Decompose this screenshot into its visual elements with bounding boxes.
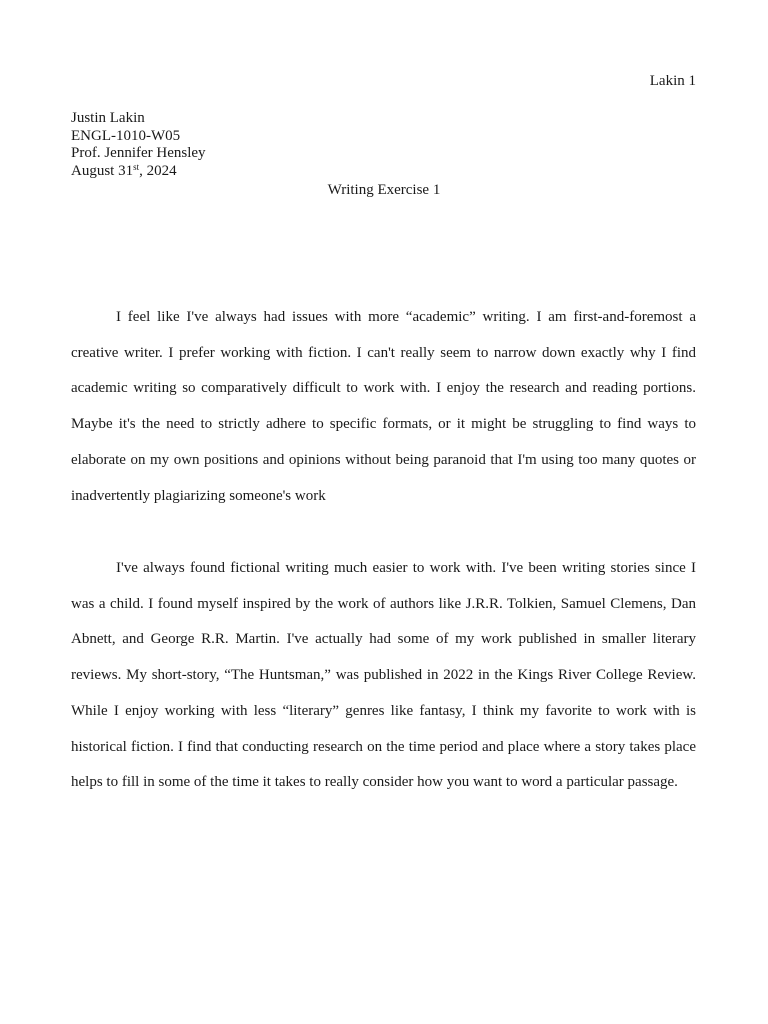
course-code: ENGL-1010-W05 xyxy=(71,127,181,144)
page-header-label: Lakin 1 xyxy=(649,73,696,89)
assignment-date xyxy=(71,163,206,181)
date-year: , 2024 xyxy=(139,162,177,179)
body-paragraph-1: I feel like I've always had issues with more “academic” writing. I am first-and-foremost a creative writer. I prefer working with fiction. I can't really seem to narrow down exactly why I find academic writing so comparatively difficult to work with. I enjoy the research and reading portions. Maybe it's the need to strictly adhere to specific formats, or it might be struggling to find ways to elaborate on my own positions and opinions without being paranoid that I'm using too many quotes or inadvertently plagiarizing someone's work xyxy=(71,309,696,504)
document-title: Writing Exercise 1 xyxy=(327,182,441,198)
student-name: Justin Lakin xyxy=(71,110,145,126)
instructor-name: Prof. Jennifer Hensley xyxy=(71,145,206,161)
date-ordinal-suffix: st xyxy=(133,161,140,172)
mla-heading xyxy=(71,110,206,180)
date-month-day: August 31 xyxy=(71,162,134,179)
body-paragraph-2: I've always found fictional writing much easier to work with. I've been writing stories since I was a child. I found myself inspired by the work of authors like J.R.R. Tolkien, Samuel Clemens, Dan Abnett, and George R.R. Martin. I've actually had some of my work published in smaller literary reviews. My short-story, “The Huntsman,” was published in 2022 in the Kings River College Review. While I enjoy working with less “literary” genres like fantasy, I think my favorite to work with is historical fiction. I find that conducting research on the time period and place where a story takes place helps to fill in some of the time it takes to really consider how you want to word a particular passage. xyxy=(71,560,696,791)
